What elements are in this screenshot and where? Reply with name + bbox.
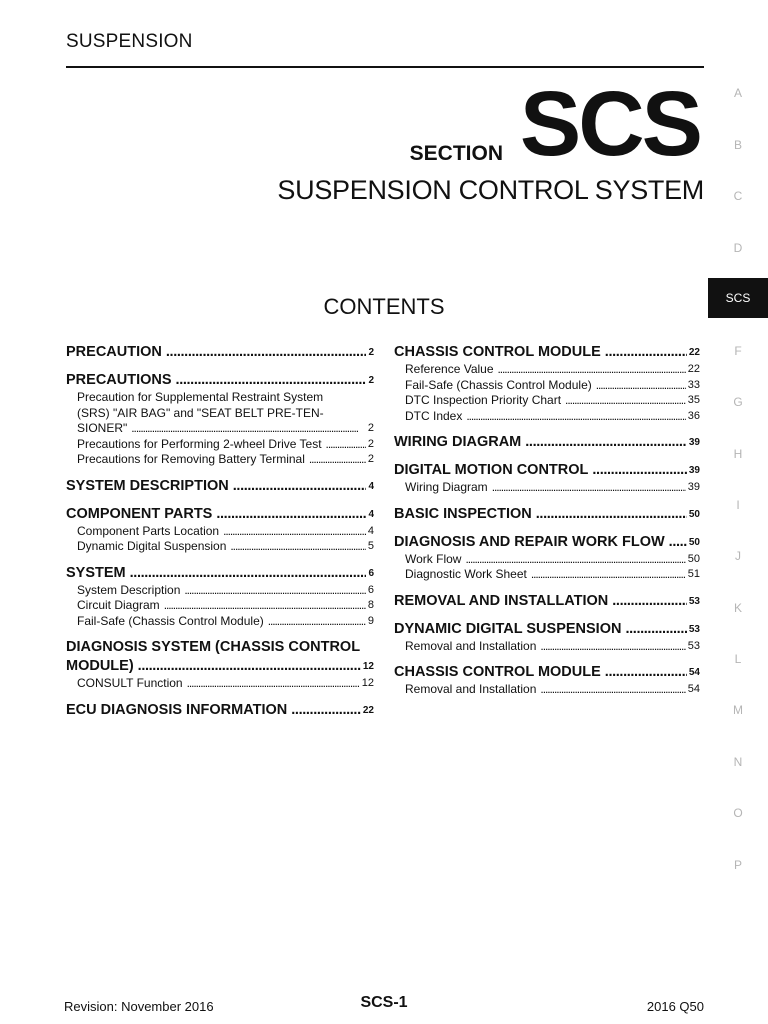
toc-label: DYNAMIC DIGITAL SUSPENSION [394, 620, 622, 637]
toc-entry-srs-line2[interactable]: (SRS) "AIR BAG" and "SEAT BELT PRE-TEN- [77, 405, 324, 420]
toc-entry-precaution[interactable] [66, 343, 374, 362]
toc-entry-fail-safe-ccm[interactable] [394, 378, 700, 394]
toc-label: ECU DIAGNOSIS INFORMATION [66, 701, 288, 718]
toc-entry-system-description[interactable] [66, 477, 374, 496]
toc-label: CONSULT Function [77, 676, 183, 690]
toc-label: BASIC INSPECTION [394, 505, 532, 522]
toc-page: 6 [367, 583, 374, 596]
toc-page: 8 [367, 599, 374, 611]
toc-page: 50 [687, 552, 700, 565]
toc-label: Circuit Diagram [77, 598, 160, 612]
toc-leader-dots [230, 539, 365, 555]
toc-page: 2 [368, 347, 374, 358]
toc-label: PRECAUTIONS [66, 372, 172, 388]
toc-label: WIRING DIAGRAM [394, 434, 522, 450]
toc-entry-diagnosis-system-line1[interactable]: DIAGNOSIS SYSTEM (CHASSIS CONTROL [66, 639, 361, 655]
toc-label: Component Parts Location [77, 523, 220, 538]
footer-revision: Revision: November 2016 [64, 999, 214, 1014]
toc-leader-dots [184, 583, 366, 599]
header-rule [66, 66, 704, 68]
toc-page: 5 [367, 540, 374, 552]
toc-leader-dots [531, 567, 686, 583]
toc-entry-system-description-sub[interactable] [66, 583, 374, 599]
toc-page: 53 [688, 623, 700, 635]
toc-label: System Description [77, 582, 181, 597]
toc-label: Removal and Installation [405, 682, 537, 696]
toc-leader-dots [536, 505, 687, 524]
toc-page: 50 [688, 508, 700, 520]
index-tab-g[interactable]: G [733, 395, 743, 409]
toc-label: CHASSIS CONTROL MODULE [394, 344, 601, 360]
toc-page: 51 [687, 568, 700, 580]
toc-leader-dots [176, 371, 367, 390]
toc-entry-circuit-diagram[interactable] [66, 598, 374, 614]
toc-leader-dots [565, 393, 686, 409]
index-tab-a[interactable]: A [733, 86, 742, 100]
toc-page: 4 [368, 480, 374, 492]
index-tab-o[interactable]: O [733, 806, 743, 820]
toc-leader-dots [540, 682, 685, 698]
toc-label: Fail-Safe (Chassis Control Module) [405, 377, 592, 392]
toc-entry-removal-installation[interactable] [394, 592, 700, 611]
toc-right-column [394, 343, 700, 698]
section-code: SCS [519, 73, 700, 175]
toc-leader-dots [596, 378, 686, 394]
toc-leader-dots [233, 477, 367, 496]
toc-page: 4 [368, 508, 374, 520]
toc-entry-dtc-index[interactable] [394, 409, 700, 425]
toc-entry-fail-safe[interactable] [66, 614, 374, 630]
index-tab-n[interactable]: N [733, 755, 743, 769]
toc-page: 35 [687, 394, 700, 406]
toc-entry-component-parts-location[interactable] [66, 524, 374, 540]
toc-leader-dots [187, 676, 360, 692]
toc-entry-system[interactable] [66, 564, 374, 583]
index-tab-c[interactable]: C [733, 189, 743, 203]
toc-label: DTC Inspection Priority Chart [405, 393, 562, 407]
toc-leader-dots [216, 505, 366, 524]
header-section-label: SUSPENSION [66, 31, 193, 52]
toc-entry-diagnostic-work-sheet[interactable] [394, 567, 700, 583]
toc-label: DTC Index [405, 408, 463, 423]
toc-leader-dots [138, 657, 361, 676]
toc-label: Diagnostic Work Sheet [405, 567, 527, 581]
toc-leader-dots [492, 480, 686, 496]
toc-leader-dots [612, 592, 687, 611]
toc-entry-work-flow[interactable] [394, 552, 700, 568]
toc-label: Precautions for Performing 2-wheel Drive Test [77, 436, 322, 451]
toc-page: 39 [688, 465, 700, 476]
toc-label: Precautions for Removing Battery Terminal [77, 452, 305, 466]
toc-entry-chassis-control-module[interactable] [394, 343, 700, 362]
toc-page: 53 [688, 595, 700, 607]
index-tab-d[interactable]: D [733, 241, 743, 255]
toc-label: COMPONENT PARTS [66, 505, 213, 522]
toc-entry-dds-removal-installation[interactable] [394, 639, 700, 655]
toc-left-column [66, 343, 374, 720]
toc-entry-dynamic-digital-suspension[interactable] [66, 539, 374, 555]
toc-entry-basic-inspection[interactable] [394, 505, 700, 524]
toc-page: 53 [687, 639, 700, 652]
toc-leader-dots [309, 452, 366, 468]
toc-label: SYSTEM [66, 564, 126, 581]
toc-leader-dots [130, 564, 367, 583]
toc-entry-srs-line3[interactable] [66, 421, 374, 437]
toc-entry-reference-value[interactable] [394, 362, 700, 378]
toc-leader-dots [605, 663, 687, 682]
index-tab-p[interactable]: P [733, 858, 742, 872]
toc-entry-component-parts[interactable] [66, 505, 374, 524]
toc-entry-precautions[interactable] [66, 371, 374, 390]
index-tab-b[interactable]: B [733, 138, 742, 152]
index-tab-h[interactable]: H [733, 447, 743, 461]
toc-page: 2 [368, 375, 374, 386]
toc-entry-2wd-test[interactable] [66, 437, 374, 453]
toc-leader-dots [625, 620, 686, 639]
toc-leader-dots [592, 461, 686, 480]
toc-page: 50 [688, 536, 700, 548]
index-tab-f[interactable]: F [734, 344, 742, 358]
toc-leader-dots [465, 552, 685, 568]
toc-entry-wiring-diagram[interactable] [394, 433, 700, 452]
toc-leader-dots [223, 524, 366, 540]
toc-label: PRECAUTION [66, 344, 162, 360]
toc-page: 12 [361, 677, 374, 689]
toc-page: 54 [688, 667, 700, 678]
toc-page: 39 [687, 481, 700, 493]
toc-entry-digital-motion-control[interactable] [394, 461, 700, 480]
toc-leader-dots [131, 421, 366, 437]
toc-entry-diagnosis-repair-work-flow[interactable] [394, 533, 700, 552]
footer-page-number: SCS-1 [360, 994, 408, 1011]
toc-leader-dots [669, 533, 687, 552]
toc-entry-wiring-diagram-sub[interactable] [394, 480, 700, 496]
index-tab-m[interactable]: M [733, 703, 743, 717]
toc-leader-dots [268, 614, 366, 630]
toc-page: 22 [362, 704, 374, 716]
toc-label: SYSTEM DESCRIPTION [66, 477, 229, 494]
toc-page: 2 [367, 453, 374, 465]
toc-label: CHASSIS CONTROL MODULE [394, 664, 601, 680]
index-tab-l[interactable]: L [734, 652, 742, 666]
toc-label: Fail-Safe (Chassis Control Module) [77, 613, 264, 628]
toc-label: SIONER" [77, 421, 128, 435]
toc-label: Work Flow [405, 551, 462, 566]
index-tab-scs-active[interactable]: SCS [708, 278, 768, 318]
toc-entry-srs-line1[interactable]: Precaution for Supplemental Restraint System [77, 390, 324, 404]
index-tab-k[interactable]: K [733, 601, 742, 615]
toc-entry-dynamic-digital-suspension[interactable] [394, 620, 700, 639]
toc-entry-battery-terminal[interactable] [66, 452, 374, 468]
toc-page: 33 [687, 378, 700, 391]
toc-page: 36 [687, 409, 700, 422]
section-word: SECTION [409, 142, 503, 165]
section-title: SUSPENSION CONTROL SYSTEM [277, 175, 704, 205]
toc-leader-dots [326, 437, 366, 453]
toc-leader-dots [166, 343, 367, 362]
toc-label: DIGITAL MOTION CONTROL [394, 462, 589, 478]
toc-leader-dots [498, 362, 686, 378]
toc-entry-ecu-diagnosis[interactable] [66, 701, 374, 720]
footer-model: 2016 Q50 [646, 999, 704, 1014]
toc-label: REMOVAL AND INSTALLATION [394, 592, 609, 609]
toc-leader-dots [525, 433, 687, 452]
toc-page: 54 [687, 683, 700, 695]
toc-page: 9 [367, 614, 374, 627]
toc-label: MODULE) [66, 658, 134, 674]
toc-label: Wiring Diagram [405, 480, 488, 494]
toc-page: 12 [362, 661, 374, 672]
toc-leader-dots [466, 409, 685, 425]
toc-leader-dots [164, 598, 366, 614]
toc-leader-dots [540, 639, 685, 655]
toc-label: Reference Value [405, 362, 494, 376]
toc-entry-ccm-removal-installation[interactable] [394, 682, 700, 698]
toc-page: 6 [368, 567, 374, 579]
index-tab-j[interactable]: J [735, 549, 741, 563]
toc-label: Dynamic Digital Suspension [77, 539, 227, 553]
toc-page: 4 [367, 524, 374, 537]
index-tab-i[interactable]: I [736, 498, 740, 512]
toc-page: 2 [367, 437, 374, 450]
toc-entry-chassis-control-module-2[interactable] [394, 663, 700, 682]
toc-leader-dots [605, 343, 687, 362]
toc-leader-dots [291, 701, 361, 720]
toc-label: DIAGNOSIS AND REPAIR WORK FLOW [394, 533, 665, 550]
toc-page: 2 [367, 422, 374, 434]
contents-heading: CONTENTS [323, 294, 445, 319]
toc-page: 22 [687, 363, 700, 375]
toc-page: 39 [688, 437, 700, 448]
toc-entry-consult-function[interactable] [66, 676, 374, 692]
toc-entry-dtc-priority-chart[interactable] [394, 393, 700, 409]
toc-label: Removal and Installation [405, 638, 537, 653]
toc-page: 22 [688, 347, 700, 358]
toc-entry-diagnosis-system-line2[interactable] [66, 657, 374, 676]
